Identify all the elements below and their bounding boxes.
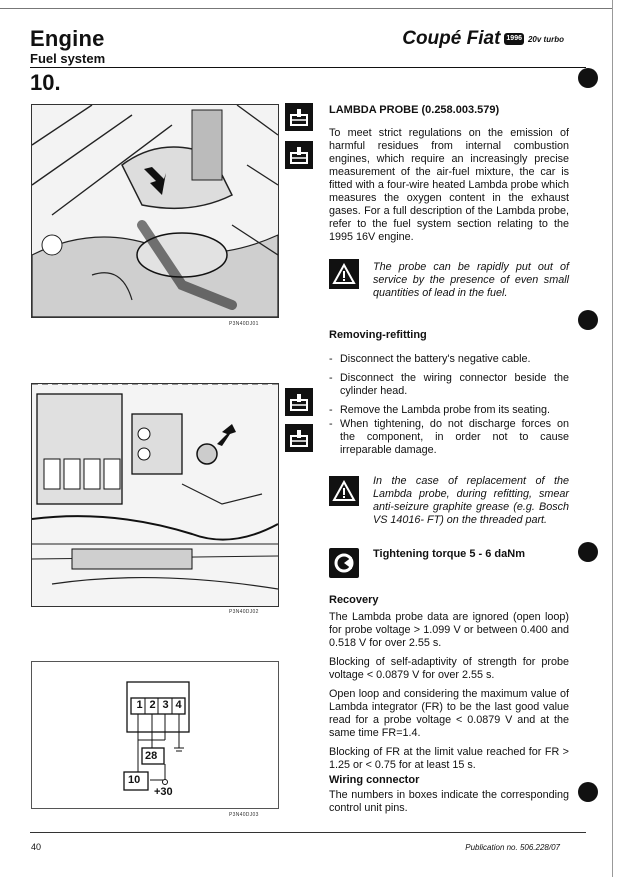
list-item: - Remove the Lambda probe from its seating. <box>329 404 551 416</box>
list-item: - Disconnect the wiring connector beside the cylinder head. <box>329 372 569 397</box>
connector-pins <box>133 699 185 711</box>
section-number: 10. <box>30 70 61 95</box>
warning-note-lead: The probe can be rapidly put out of service by the presence of even small quantities of lead in the fuel. <box>373 261 569 299</box>
recovery-paragraph: Open loop and considering the maximum value of Lambda integrator (FR) to be the last good value read for a probe voltage < 0.0879 V and at the same time FR=1.4. <box>329 688 569 739</box>
warning-icon <box>329 259 359 289</box>
box-28-label: 28 <box>145 750 158 762</box>
remove-refit-icon <box>285 388 313 416</box>
pin-label: 1 <box>136 699 143 711</box>
remove-refit-icon <box>285 424 313 452</box>
recovery-paragraph: Blocking of self-adaptivity of strength for probe voltage < 0.0879 V for over 2.55 s. <box>329 656 569 681</box>
warning-note-grease: In the case of replacement of the Lambda probe, during refitting, smear anti-seizure graphite grease (e.g. Bosch VS 14016- FT) on the threaded part. <box>373 475 569 526</box>
page-number: 40 <box>31 842 42 852</box>
connector-photo-drawing <box>32 384 278 606</box>
binder-hole-icon <box>578 782 598 802</box>
pin-label: 2 <box>149 699 156 711</box>
year-badge: 1996 <box>504 33 524 45</box>
wiring-connector-text: The numbers in boxes indicate the corresponding control unit pins. <box>329 789 569 814</box>
list-item: - When tightening, do not discharge forces on the component, in order not to cause irreparable damage. <box>329 418 569 456</box>
intro-paragraph: To meet strict regulations on the emission of harmful residues from internal combustion engines, which require an increasingly precise measurement of the air-fuel mixture, the car is fitted with a four-wire heated Lambda probe which measures the oxygen content in the exhaust gases. For a full description of the Lambda probe, refer to the fuel system section relating to the 1995 16V engine. <box>329 127 569 243</box>
box-10-label: 10 <box>128 774 141 786</box>
figure-caption: P3N40DJ01 <box>229 321 259 327</box>
remove-refit-icon <box>285 141 313 169</box>
header-rule <box>30 67 586 68</box>
figure-caption: P3N40DJ03 <box>229 812 259 818</box>
top-rule <box>0 8 612 9</box>
figure-caption: P3N40DJ02 <box>229 609 259 615</box>
binder-hole-icon <box>578 542 598 562</box>
recovery-paragraph: The Lambda probe data are ignored (open loop) for probe voltage > 1.099 V or between 0.400 and 0.518 V for over 2.55 s. <box>329 611 569 649</box>
engine-photo-drawing <box>32 105 278 317</box>
removal-steps <box>329 353 569 457</box>
footer-rule <box>30 832 586 833</box>
section-heading: LAMBDA PROBE (0.258.003.579) <box>329 104 500 116</box>
removing-refitting-heading: Removing-refitting <box>329 329 427 341</box>
publication-number: Publication no. 506.228/07 <box>465 843 560 852</box>
torque-icon <box>329 548 359 578</box>
page-subtitle: Fuel system <box>30 51 106 66</box>
brand-name: Coupé Fiat <box>402 28 501 49</box>
binder-hole-icon <box>578 68 598 88</box>
engine-label: 20v turbo <box>527 34 564 44</box>
recovery-heading: Recovery <box>329 594 379 606</box>
recovery-paragraph: Blocking of FR at the limit value reached for FR > 1.25 or < 0.75 for at least 15 s. <box>329 746 569 771</box>
torque-spec: Tightening torque 5 - 6 daNm <box>373 548 525 560</box>
remove-refit-icon <box>285 103 313 131</box>
brand-block <box>402 28 564 50</box>
warning-icon <box>329 476 359 506</box>
pin-label: 4 <box>175 699 182 711</box>
figure-engine-photo <box>31 104 279 318</box>
list-item: - Disconnect the battery's negative cable. <box>329 353 531 365</box>
recovery-block <box>329 611 569 772</box>
pin-label: 3 <box>162 699 169 711</box>
figure-wiring-diagram <box>31 661 279 809</box>
page-title: Engine <box>30 26 105 51</box>
page-edge-line <box>612 0 613 877</box>
figure-connector-photo <box>31 383 279 607</box>
wiring-connector-heading: Wiring connector <box>329 774 420 786</box>
binder-hole-icon <box>578 310 598 330</box>
plus30-label: +30 <box>154 786 173 798</box>
